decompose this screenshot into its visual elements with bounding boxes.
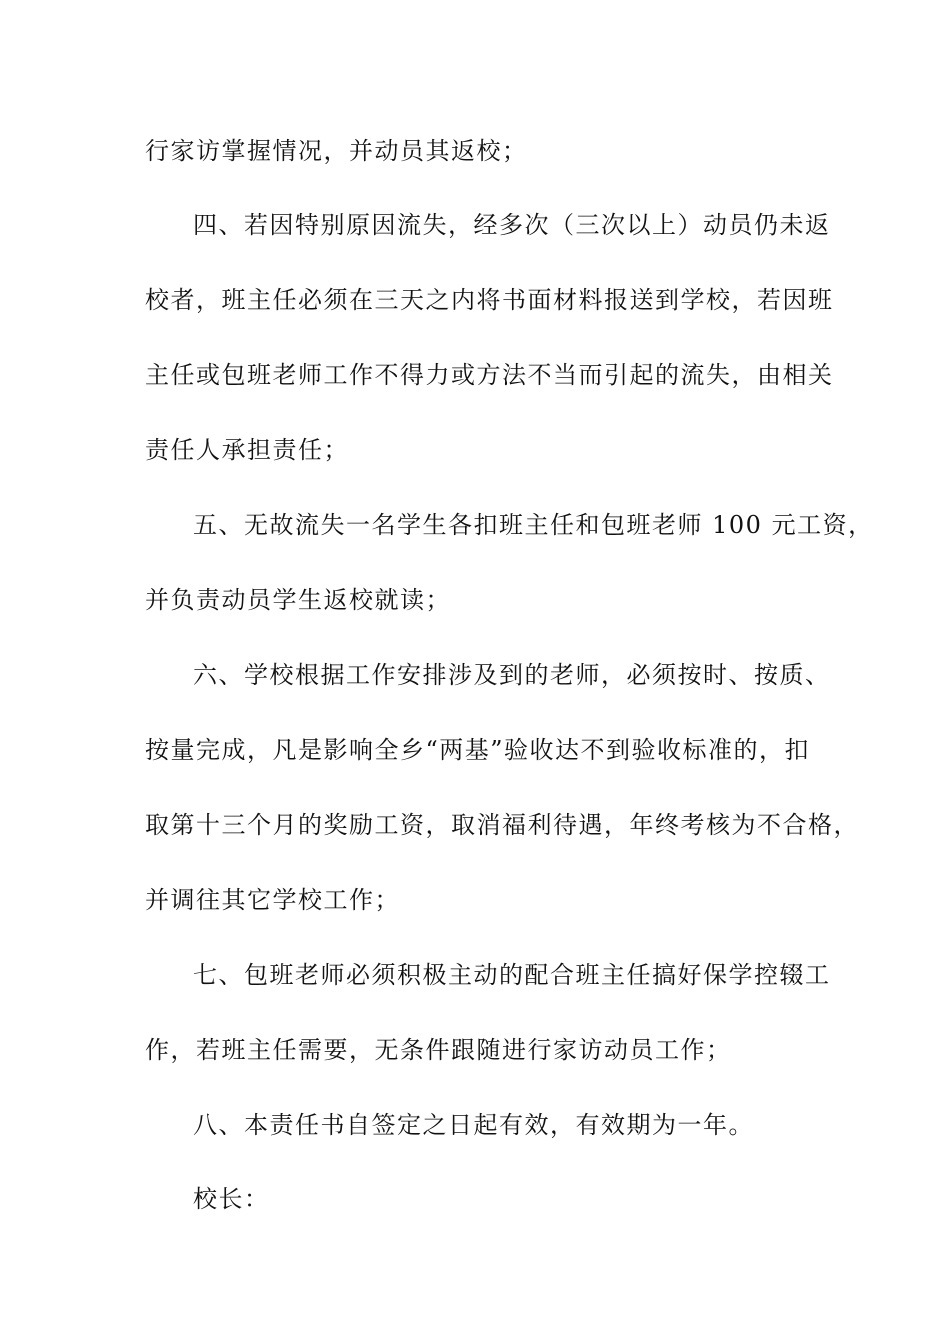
signature-label: 校长： bbox=[193, 1185, 270, 1213]
text-line: 按量完成，凡是影响全乡“两基”验收达不到验收标准的，扣 bbox=[145, 736, 811, 764]
text-line: 并调往其它学校工作； bbox=[145, 886, 400, 914]
text-line: 取第十三个月的奖励工资，取消福利待遇，年终考核为不合格， bbox=[145, 811, 859, 839]
clause-six-line: 六、学校根据工作安排涉及到的老师，必须按时、按质、 bbox=[193, 661, 831, 689]
text-line: 责任人承担责任； bbox=[145, 436, 349, 464]
clause-eight-line: 八、本责任书自签定之日起有效，有效期为一年。 bbox=[193, 1111, 754, 1139]
text-line: 主任或包班老师工作不得力或方法不当而引起的流失，由相关 bbox=[145, 361, 834, 389]
text-line: 作，若班主任需要，无条件跟随进行家访动员工作； bbox=[145, 1036, 732, 1064]
text-line: 校者，班主任必须在三天之内将书面材料报送到学校，若因班 bbox=[145, 286, 834, 314]
clause-four-line: 四、若因特别原因流失，经多次（三次以上）动员仍未返 bbox=[193, 211, 831, 239]
clause-five-line: 五、无故流失一名学生各扣班主任和包班老师 100 元工资， bbox=[193, 511, 874, 539]
text-line: 行家访掌握情况，并动员其返校； bbox=[145, 137, 528, 165]
clause-seven-line: 七、包班老师必须积极主动的配合班主任搞好保学控辍工 bbox=[193, 961, 831, 989]
text-line: 并负责动员学生返校就读； bbox=[145, 586, 451, 614]
